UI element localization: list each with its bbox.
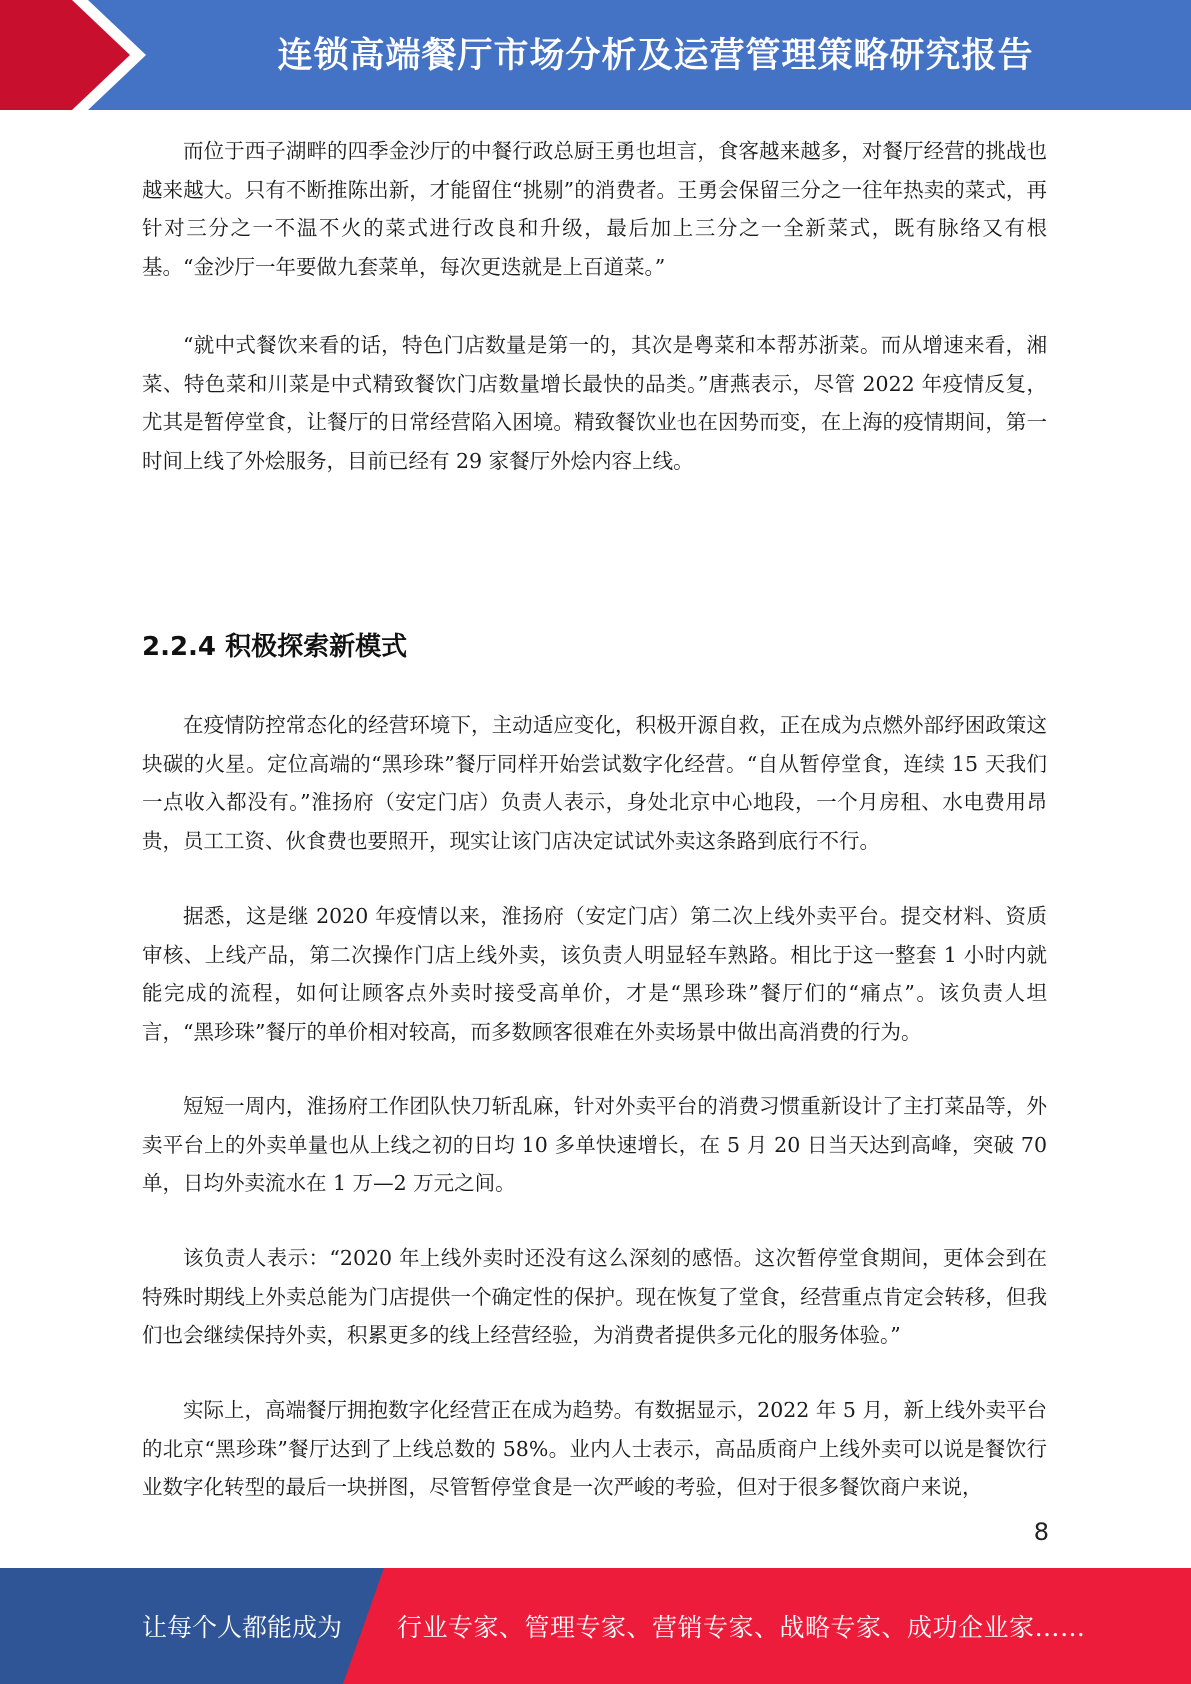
footer-slogan-left: 让每个人都能成为: [142, 1613, 343, 1642]
paragraph: “就中式餐饮来看的话，特色门店数量是第一的，其次是粤菜和本帮苏浙菜。而从增速来看，湘菜、特色菜和川菜是中式精致餐饮门店数量增长最快的品类。”唐燕表示，尽管 2022 年疫情反复，尤其是暂停堂食，让餐厅的日常经营陷入困境。精致餐饮业也在因势而变，在上海的疫情期间，第一时间上线了外烩服务，目前已经有 29 家餐厅外烩内容上线。: [142, 333, 1047, 473]
paragraph: 据悉，这是继 2020 年疫情以来，淮扬府（安定门店）第二次上线外卖平台。提交材料、资质审核、上线产品，第二次操作门店上线外卖，该负责人明显轻车熟路。相比于这一整套 1 小时内就能完成的流程，如何让顾客点外卖时接受高单价，才是“黑珍珠”餐厅们的“痛点”。该负责人坦言，“黑珍珠”餐厅的单价相对较高，而多数顾客很难在外卖场景中做出高消费的行为。: [142, 904, 1047, 1044]
footer-slogan-right: 行业专家、管理专家、营销专家、战略专家、成功企业家……: [397, 1613, 1086, 1642]
paragraph: 在疫情防控常态化的经营环境下，主动适应变化，积极开源自救，正在成为点燃外部纾困政策这块碳的火星。定位高端的“黑珍珠”餐厅同样开始尝试数字化经营。“自从暂停堂食，连续 15 天我们一点收入都没有。”淮扬府（安定门店）负责人表示，身处北京中心地段，一个月房租、水电费用昂贵，员工工资、伙食费也要照开，现实让该门店决定试试外卖这条路到底行不行。: [142, 713, 1047, 853]
section-heading: 2.2.4 积极探索新模式: [142, 632, 408, 662]
page-header: [0, 0, 1191, 110]
paragraph: 短短一周内，淮扬府工作团队快刀斩乱麻，针对外卖平台的消费习惯重新设计了主打菜品等，外卖平台上的外卖单量也从上线之初的日均 10 多单快速增长，在 5 月 20 日当天达到高峰，突破 70 单，日均外卖流水在 1 万—2 万元之间。: [142, 1094, 1047, 1195]
report-title: 连锁高端餐厅市场分析及运营管理策略研究报告: [277, 36, 1034, 76]
paragraph: 实际上，高端餐厅拥抱数字化经营正在成为趋势。有数据显示，2022 年 5 月，新上线外卖平台的北京“黑珍珠”餐厅达到了上线总数的 58%。业内人士表示，高品质商户上线外卖可以说是餐饮行业数字化转型的最后一块拼图，尽管暂停堂食是一次严峻的考验，但对于很多餐饮商户来说，: [142, 1398, 1047, 1499]
page-footer: [0, 1568, 1191, 1684]
page-number: 8: [1033, 1518, 1049, 1546]
paragraph: 而位于西子湖畔的四季金沙厅的中餐行政总厨王勇也坦言，食客越来越多，对餐厅经营的挑战也越来越大。只有不断推陈出新，才能留住“挑剔”的消费者。王勇会保留三分之一往年热卖的菜式，再针对三分之一不温不火的菜式进行改良和升级，最后加上三分之一全新菜式，既有脉络又有根基。“金沙厅一年要做九套菜单，每次更迭就是上百道菜。”: [142, 139, 1047, 279]
paragraph: 该负责人表示：“2020 年上线外卖时还没有这么深刻的感悟。这次暂停堂食期间，更体会到在特殊时期线上外卖总能为门店提供一个确定性的保护。现在恢复了堂食，经营重点肯定会转移，但我们也会继续保持外卖，积累更多的线上经营经验，为消费者提供多元化的服务体验。”: [142, 1246, 1047, 1347]
